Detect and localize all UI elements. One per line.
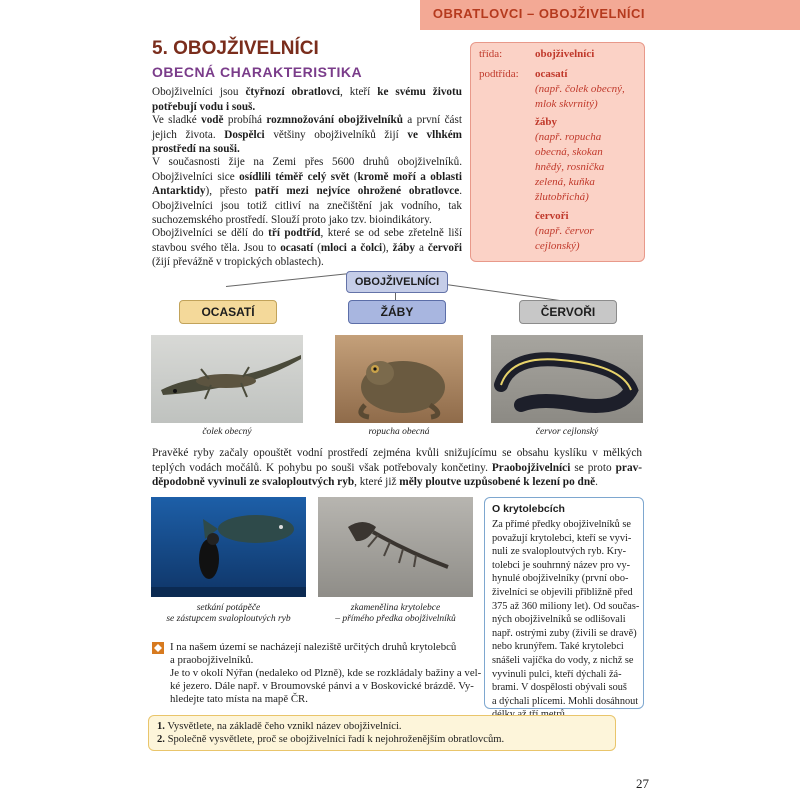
tree-node-zaby: ŽÁBY — [348, 300, 446, 324]
question-1 — [157, 721, 402, 732]
diver-photo — [151, 497, 306, 597]
paragraph-4 — [152, 226, 462, 270]
text-run-bold: patří mezi nejvíce ohrožené obratlovce — [254, 185, 460, 197]
text-run-bold: rozmnožování obojživelníků — [266, 114, 403, 126]
text-run: se proto — [574, 461, 612, 474]
text-run: (žijí převážně v tropických oblastech). — [152, 256, 324, 268]
class-label: třída: — [479, 48, 503, 60]
photo-caption: ropucha obecná — [368, 427, 430, 437]
caecilian-illustration — [491, 335, 643, 423]
subclass-label: podtřída: — [479, 68, 519, 80]
text-run-bold: ocasatí — [280, 241, 314, 254]
text-run: Obojživelníci se dělí do — [152, 227, 264, 239]
info-box-line: 375 až 360 miliony let). Od součas- — [492, 600, 640, 612]
evolution-paragraph — [152, 446, 642, 490]
tree-connector — [226, 273, 346, 287]
info-box-line: vyvinuli pulci, kteří dýchali žá- — [492, 668, 622, 680]
example-line: mlok skvrnitý) — [535, 98, 598, 110]
text-run-bold: tří podtříd — [268, 227, 321, 239]
example-line: (např. ropucha — [535, 131, 602, 143]
local-note-line: I na našem území se nacházejí naleziště určitých druhů krytolebců — [170, 641, 457, 653]
text-run: ( — [317, 241, 321, 254]
paragraph-2 — [152, 113, 462, 157]
example-line: zelená, kuňka — [535, 176, 595, 188]
question-number: 2. — [157, 734, 165, 745]
question-number: 1. — [157, 721, 165, 732]
photo-caption: čolek obecný — [202, 427, 252, 437]
example-line: cejlonský) — [535, 240, 580, 252]
info-box-line: snášeli vajíčka do vody, z nichž se — [492, 655, 634, 666]
question-2 — [157, 734, 504, 745]
toad-illustration — [335, 335, 463, 423]
newt-illustration — [151, 335, 303, 423]
toad-photo — [335, 335, 463, 423]
example-line: (např. čolek obecný, — [535, 83, 625, 95]
class-value: obojživelníci — [535, 48, 595, 60]
tree-node-ocasati: OCASATÍ — [179, 300, 277, 324]
text-run: . — [595, 476, 598, 488]
info-box-line: hynulé obojživelníky (první obo- — [492, 573, 629, 585]
info-box-line: ných obojživelníků se odlišovali — [492, 614, 626, 626]
local-note-line: a praobojživelníků. — [170, 654, 254, 666]
text-run: a první část jejich života. — [152, 114, 462, 141]
text-run-bold: kromě moří a oblasti Antarktidy — [152, 170, 462, 197]
text-run-bold: Dospělci — [224, 128, 265, 141]
info-box-line: tolebci je souhrnný název pro vy- — [492, 559, 631, 571]
text-run: , které již — [354, 476, 397, 488]
tree-node-cervori: ČERVOŘI — [519, 300, 617, 324]
question-text: Společně vysvětlete, proč se obojživelníci řadí k nejohroženějším obratlovcům. — [167, 734, 505, 745]
subclass-cervori: červoři — [535, 210, 569, 222]
text-run: Ve sladké — [152, 114, 197, 126]
text-run: teplých vodách močálů. K pohybu po souši však potřebovaly končetiny. — [152, 461, 488, 474]
text-run-bold: červoři — [427, 241, 463, 254]
info-box-title: O krytolebcích — [492, 503, 565, 515]
text-run-bold: čtyřnozí obratlovci — [245, 86, 341, 98]
paragraph-3 — [152, 155, 462, 228]
info-box-line: nuli ze svaloploutvých ryb. Kry- — [492, 546, 627, 558]
section-title: 5. OBOJŽIVELNÍCI — [152, 38, 319, 59]
info-box-line: brami. V dospělosti obývali souš — [492, 682, 627, 694]
text-run: , kteří — [340, 86, 371, 98]
text-run: Pravěké ryby začaly opouštět vodní prostředí zejména kvůli snižujícímu se obsahu kyslíku v mělkých — [152, 447, 642, 459]
chapter-header-label: OBRATLOVCI – OBOJŽIVELNÍCI — [432, 6, 645, 21]
photo-caption-line: setkání potápěče — [196, 603, 261, 613]
example-line: hnědý, rosnička — [535, 161, 605, 173]
fossil-photo — [318, 497, 473, 597]
subclass-ocasati: ocasatí — [535, 68, 568, 80]
text-run-bold: Praobojživelníci — [491, 461, 571, 474]
text-run: většiny obojživelníků žijí — [273, 128, 399, 141]
page-number: 27 — [636, 776, 649, 791]
example-line: žlutobřichá) — [535, 191, 589, 203]
info-box-line: Za přímé předky obojživelníků se — [492, 519, 631, 530]
text-run-bold: ke svému životu — [377, 86, 462, 98]
photo-caption: červor cejlonský — [535, 427, 599, 437]
map-task-icon — [152, 641, 164, 653]
info-box-line: považují krytolebci, kteří se vyvi- — [492, 532, 632, 544]
diver-illustration — [151, 497, 306, 597]
chapter-header — [420, 0, 800, 30]
text-run-bold: osídlili téměř celý svět — [239, 170, 350, 183]
text-run: Obojživelníci jsou — [152, 86, 239, 98]
text-run-bold: mloci a čolci — [320, 241, 383, 254]
section-subtitle: OBECNÁ CHARAKTERISTIKA — [152, 64, 363, 80]
text-run: ), přesto — [205, 185, 248, 197]
text-run-bold: vodě — [201, 114, 224, 126]
info-box-line: a dýchali plícemi. Mohli dosáhnout — [492, 695, 639, 707]
text-run-bold: potřebují vodu i souš. — [152, 100, 256, 113]
info-box-line: např. ostrými zuby (živili se dravě) — [492, 627, 637, 639]
text-run: a — [418, 241, 424, 254]
photo-caption-line: – přímého předka obojživelníků — [335, 614, 456, 624]
local-note-line: Je to v okolí Nýřan (nedaleko od Plzně), kde se rozkládaly bažiny a vel- — [170, 667, 482, 679]
text-run: , které se od sebe zřetelně liší stavbou svého těla. Jsou to — [152, 227, 462, 254]
text-run: V současnosti žije na Zemi přes 5600 druhů obojživelníků. Obojživelníci sice — [152, 156, 462, 183]
question-text: Vysvětlete, na základě čeho vznikl název obojživelníci. — [167, 721, 402, 732]
photo-caption-line: zkamenělina krytolebce — [350, 603, 441, 613]
photo-caption-line: se zástupcem svaloploutvých ryb — [166, 614, 291, 624]
local-note-line: ké jezero. Dále např. v Broumovské pánvi a v Boskovické brázdě. Vy- — [170, 680, 474, 692]
newt-photo — [151, 335, 303, 423]
text-run-bold: žáby — [392, 241, 415, 254]
example-line: obecná, skokan — [535, 146, 603, 158]
caecilian-photo — [491, 335, 643, 423]
text-run-bold: ve vlhkém prostředí na souši. — [152, 128, 462, 155]
example-line: (např. červor — [535, 225, 594, 237]
text-run-bold: měly ploutve uzpůsobené k lezení po dně — [399, 476, 596, 488]
text-run: probíhá — [227, 114, 263, 126]
paragraph-1 — [152, 85, 462, 114]
info-box-line: živelníci se objevili přibližně před — [492, 587, 633, 598]
text-run: . Obojživelníci jsou totiž citliví na znečištění jak vodního, tak suchozemského prostředí. Slouží proto jako tzv. bioindikátory. — [152, 185, 463, 226]
tree-root-node: OBOJŽIVELNÍCI — [346, 271, 448, 293]
fossil-illustration — [318, 497, 473, 597]
text-run-bold: děpodobně vyvinuli ze svaloploutvých ryb — [152, 476, 355, 488]
subclass-zaby: žáby — [535, 116, 557, 128]
taxonomy-box — [470, 42, 645, 262]
text-run: ( — [353, 170, 358, 183]
info-box-line: nebo krunýřem. Také krytolebci — [492, 641, 624, 653]
text-run-bold: prav- — [615, 461, 642, 474]
text-run: ), — [382, 241, 389, 254]
local-note-line: hledejte tato místa na mapě ČR. — [170, 693, 308, 705]
